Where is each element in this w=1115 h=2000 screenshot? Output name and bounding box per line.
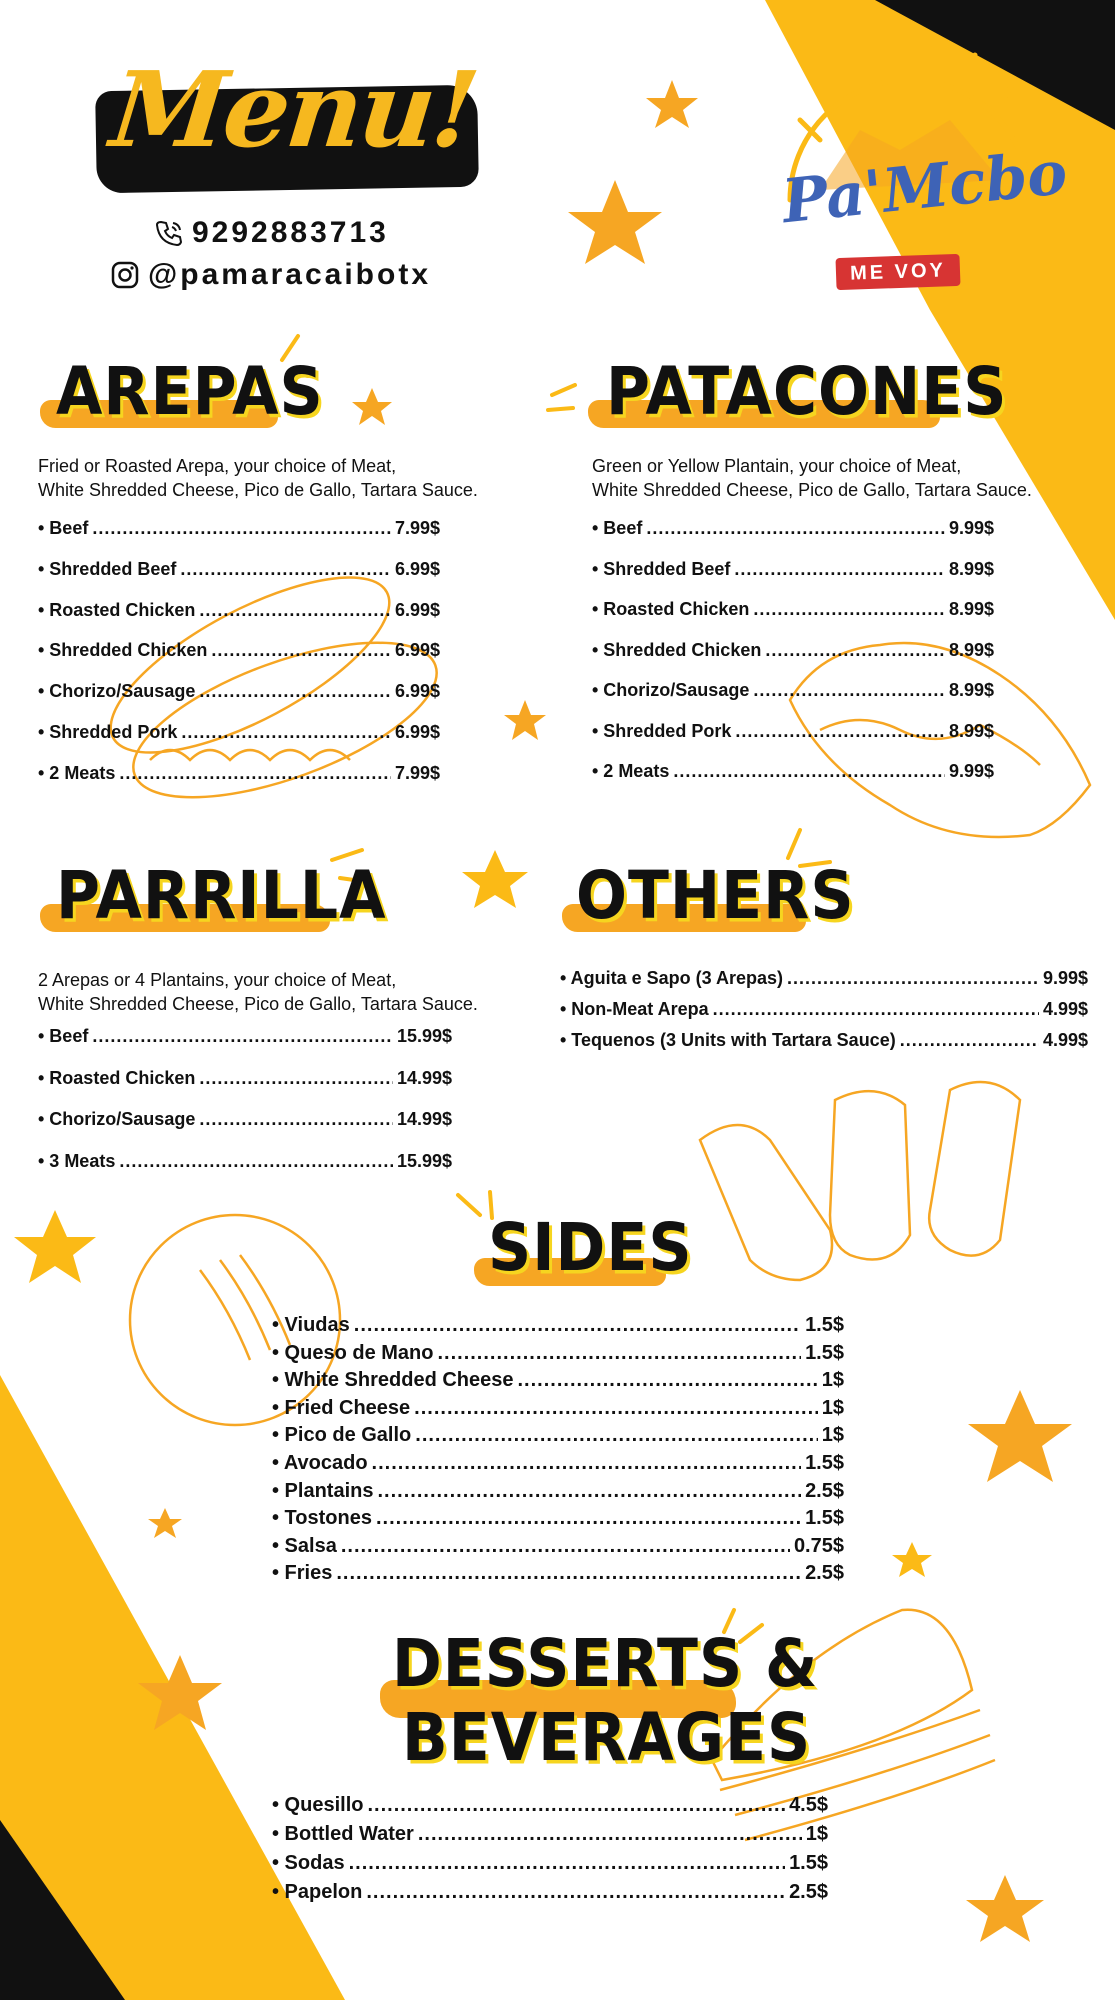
item-name: • Bottled Water bbox=[272, 1823, 414, 1845]
sides-menu-item bbox=[272, 1535, 844, 1563]
logo-name: Pa'Mcbo bbox=[778, 137, 1071, 238]
sides-menu-item bbox=[272, 1452, 844, 1480]
sides-menu-item bbox=[272, 1424, 844, 1452]
desserts-list bbox=[272, 1794, 828, 1910]
patacones-menu-item bbox=[592, 599, 994, 640]
desserts-menu-item bbox=[272, 1852, 828, 1881]
item-price: 6.99$ bbox=[394, 558, 440, 579]
leader-dots bbox=[354, 1314, 801, 1337]
item-name: • 2 Meats bbox=[592, 761, 670, 781]
leader-dots bbox=[377, 1480, 801, 1503]
item-price: 1$ bbox=[821, 1369, 844, 1392]
desserts-heading bbox=[380, 1625, 819, 1777]
leader-dots bbox=[753, 680, 945, 701]
item-name: • Fried Cheese bbox=[272, 1396, 411, 1419]
leader-dots bbox=[199, 600, 391, 621]
item-price: 14.99$ bbox=[396, 1067, 452, 1088]
item-name: • Shredded Beef bbox=[38, 558, 177, 579]
instagram-contact bbox=[110, 258, 431, 292]
leader-dots bbox=[181, 722, 391, 743]
item-price: 8.99$ bbox=[948, 639, 994, 660]
item-price: 8.99$ bbox=[948, 720, 994, 741]
item-name: • Beef bbox=[38, 1026, 89, 1046]
leader-dots bbox=[341, 1535, 790, 1558]
item-price: 0.75$ bbox=[793, 1534, 844, 1557]
patacones-menu-item bbox=[592, 518, 994, 559]
leader-dots bbox=[199, 1068, 393, 1089]
sides-menu-item bbox=[272, 1342, 844, 1370]
item-name: • Beef bbox=[592, 518, 643, 538]
desserts-menu-item bbox=[272, 1823, 828, 1852]
leader-dots bbox=[673, 761, 945, 782]
parrilla-menu-item bbox=[38, 1109, 452, 1151]
menu-title: Menu! bbox=[105, 48, 482, 171]
others-menu-item bbox=[560, 999, 1088, 1030]
parrilla-menu-item bbox=[38, 1026, 452, 1068]
desserts-title-line2: BEVERAGES bbox=[402, 1699, 812, 1777]
leader-dots bbox=[199, 681, 391, 702]
instagram-icon bbox=[110, 260, 140, 290]
others-menu-item bbox=[560, 1030, 1088, 1061]
item-name: • Non-Meat Arepa bbox=[560, 999, 709, 1019]
item-price: 8.99$ bbox=[948, 599, 994, 619]
item-price: 1$ bbox=[821, 1396, 844, 1419]
leader-dots bbox=[92, 518, 391, 539]
parrilla-desc-line1: 2 Arepas or 4 Plantains, your choice of Meat, bbox=[38, 970, 397, 990]
item-name: • Fries bbox=[272, 1562, 333, 1585]
leader-dots bbox=[765, 640, 945, 661]
item-name: • Chorizo/Sausage bbox=[38, 1109, 196, 1129]
patacones-desc-line1: Green or Yellow Plantain, your choice of Meat, bbox=[592, 456, 962, 476]
item-name: • Papelon bbox=[272, 1881, 363, 1903]
sides-menu-item bbox=[272, 1369, 844, 1397]
leader-dots bbox=[753, 599, 945, 620]
patacones-menu-item bbox=[592, 761, 994, 802]
leader-dots bbox=[119, 1151, 393, 1172]
patacones-description bbox=[592, 454, 1112, 502]
item-name: • Pico de Gallo bbox=[272, 1424, 412, 1447]
item-price: 2.5$ bbox=[789, 1881, 828, 1903]
others-list bbox=[560, 968, 1088, 1061]
item-price: 1.5$ bbox=[805, 1507, 844, 1530]
instagram-handle[interactable]: @pamaracaibotx bbox=[148, 258, 432, 291]
sides-menu-item bbox=[272, 1314, 844, 1342]
arepas-list bbox=[38, 518, 440, 804]
item-name: • Aguita e Sapo (3 Arepas) bbox=[560, 968, 784, 988]
leader-dots bbox=[787, 968, 1039, 989]
item-price: 6.99$ bbox=[394, 599, 440, 620]
leader-dots bbox=[119, 763, 391, 784]
others-heading bbox=[562, 857, 855, 935]
item-price: 1.5$ bbox=[789, 1852, 828, 1874]
parrilla-heading bbox=[40, 857, 387, 935]
leader-dots bbox=[372, 1452, 802, 1475]
item-name: • Avocado bbox=[272, 1451, 368, 1474]
leader-dots bbox=[92, 1026, 393, 1047]
item-name: • Sodas bbox=[272, 1852, 345, 1874]
item-name: • Quesillo bbox=[272, 1794, 364, 1816]
arepas-menu-item bbox=[38, 640, 440, 681]
leader-dots bbox=[734, 559, 945, 580]
leader-dots bbox=[180, 559, 391, 580]
item-price: 4.5$ bbox=[789, 1794, 828, 1816]
others-title: OTHERS bbox=[576, 857, 855, 935]
item-name: • Shredded Beef bbox=[592, 558, 731, 579]
item-name: • Shredded Chicken bbox=[38, 640, 208, 661]
phone-icon bbox=[154, 218, 184, 248]
parrilla-menu-item bbox=[38, 1068, 452, 1110]
item-price: 8.99$ bbox=[948, 680, 994, 700]
item-name: • Shredded Chicken bbox=[592, 639, 762, 660]
arepas-title: AREPAS bbox=[56, 353, 324, 431]
item-price: 6.99$ bbox=[394, 681, 440, 702]
parrilla-desc-line2: White Shredded Cheese, Pico de Gallo, Tartara Sauce. bbox=[38, 994, 478, 1014]
leader-dots bbox=[713, 999, 1039, 1020]
patacones-menu-item bbox=[592, 721, 994, 762]
item-price: 7.99$ bbox=[394, 762, 440, 783]
arepas-menu-item bbox=[38, 681, 440, 722]
item-name: • Beef bbox=[38, 518, 89, 538]
others-menu-item bbox=[560, 968, 1088, 999]
item-name: • Tostones bbox=[272, 1507, 372, 1530]
sides-menu-item bbox=[272, 1480, 844, 1508]
arepas-description bbox=[38, 454, 578, 502]
item-name: • Roasted Chicken bbox=[592, 599, 750, 619]
item-price: 2.5$ bbox=[805, 1562, 844, 1585]
arepas-menu-item bbox=[38, 722, 440, 763]
item-price: 9.99$ bbox=[948, 518, 994, 538]
leader-dots bbox=[518, 1369, 818, 1392]
item-name: • Shredded Pork bbox=[38, 721, 178, 742]
leader-dots bbox=[366, 1881, 785, 1904]
item-price: 14.99$ bbox=[396, 1109, 452, 1129]
item-name: • Viudas bbox=[272, 1314, 350, 1336]
sides-menu-item bbox=[272, 1397, 844, 1425]
desserts-title-line1: DESSERTS & bbox=[392, 1625, 819, 1703]
item-name: • 2 Meats bbox=[38, 762, 116, 783]
patacones-menu-item bbox=[592, 640, 994, 681]
patacones-list bbox=[592, 518, 994, 802]
sides-heading bbox=[472, 1209, 693, 1287]
sides-title: SIDES bbox=[488, 1209, 693, 1287]
desserts-menu-item bbox=[272, 1794, 828, 1823]
item-price: 8.99$ bbox=[948, 558, 994, 579]
parrilla-menu-item bbox=[38, 1151, 452, 1193]
item-price: 1.5$ bbox=[805, 1451, 844, 1474]
item-name: • Salsa bbox=[272, 1534, 337, 1557]
item-name: • Queso de Mano bbox=[272, 1341, 434, 1364]
item-name: • Tequenos (3 Units with Tartara Sauce) bbox=[560, 1030, 896, 1050]
item-name: • Roasted Chicken bbox=[38, 1067, 196, 1088]
arepas-menu-item bbox=[38, 763, 440, 804]
leader-dots bbox=[735, 721, 945, 742]
patacones-menu-item bbox=[592, 680, 994, 721]
item-price: 2.5$ bbox=[805, 1479, 844, 1502]
parrilla-title: PARRILLA bbox=[56, 857, 387, 935]
phone-number[interactable]: 9292883713 bbox=[192, 216, 389, 249]
item-name: • Chorizo/Sausage bbox=[592, 680, 750, 700]
item-price: 6.99$ bbox=[394, 640, 440, 661]
patacones-desc-line2: White Shredded Cheese, Pico de Gallo, Tartara Sauce. bbox=[592, 480, 1032, 500]
item-price: 1.5$ bbox=[805, 1314, 844, 1336]
patacones-menu-item bbox=[592, 559, 994, 600]
item-price: 15.99$ bbox=[396, 1026, 452, 1046]
item-price: 4.99$ bbox=[1042, 999, 1088, 1019]
leader-dots bbox=[437, 1342, 801, 1365]
item-name: • Roasted Chicken bbox=[38, 599, 196, 620]
item-name: • Shredded Pork bbox=[592, 720, 732, 741]
arepas-menu-item bbox=[38, 518, 440, 559]
arepas-menu-item bbox=[38, 559, 440, 600]
leader-dots bbox=[415, 1424, 817, 1447]
item-price: 4.99$ bbox=[1042, 1030, 1088, 1050]
item-price: 7.99$ bbox=[394, 518, 440, 538]
item-price: 6.99$ bbox=[394, 721, 440, 742]
leader-dots bbox=[199, 1109, 393, 1130]
arepas-menu-item bbox=[38, 600, 440, 641]
item-name: • Plantains bbox=[272, 1479, 374, 1502]
item-name: • Chorizo/Sausage bbox=[38, 681, 196, 702]
desserts-menu-item bbox=[272, 1881, 828, 1910]
arepas-desc-line1: Fried or Roasted Arepa, your choice of Meat, bbox=[38, 456, 397, 476]
sides-list bbox=[272, 1314, 844, 1590]
leader-dots bbox=[414, 1397, 818, 1420]
parrilla-list bbox=[38, 1026, 452, 1192]
patacones-title: PATACONES bbox=[606, 353, 1008, 431]
leader-dots bbox=[211, 640, 391, 661]
sides-menu-item bbox=[272, 1562, 844, 1590]
item-price: 9.99$ bbox=[1042, 968, 1088, 988]
item-price: 15.99$ bbox=[396, 1150, 452, 1171]
leader-dots bbox=[376, 1507, 801, 1530]
leader-dots bbox=[646, 518, 945, 539]
item-name: • White Shredded Cheese bbox=[272, 1369, 514, 1392]
parrilla-description bbox=[38, 968, 578, 1016]
item-price: 1$ bbox=[821, 1424, 844, 1447]
item-price: 9.99$ bbox=[948, 761, 994, 781]
patacones-heading bbox=[588, 353, 1008, 431]
leader-dots bbox=[900, 1030, 1039, 1051]
item-name: • 3 Meats bbox=[38, 1150, 116, 1171]
leader-dots bbox=[349, 1852, 785, 1875]
item-price: 1$ bbox=[805, 1823, 828, 1845]
leader-dots bbox=[336, 1562, 801, 1585]
leader-dots bbox=[418, 1823, 802, 1846]
logo-tagline: ME VOY bbox=[835, 254, 960, 290]
arepas-heading bbox=[40, 353, 324, 431]
phone-contact bbox=[154, 216, 389, 250]
sides-menu-item bbox=[272, 1507, 844, 1535]
item-price: 1.5$ bbox=[805, 1341, 844, 1364]
arepas-desc-line2: White Shredded Cheese, Pico de Gallo, Tartara Sauce. bbox=[38, 480, 478, 500]
leader-dots bbox=[367, 1794, 785, 1817]
